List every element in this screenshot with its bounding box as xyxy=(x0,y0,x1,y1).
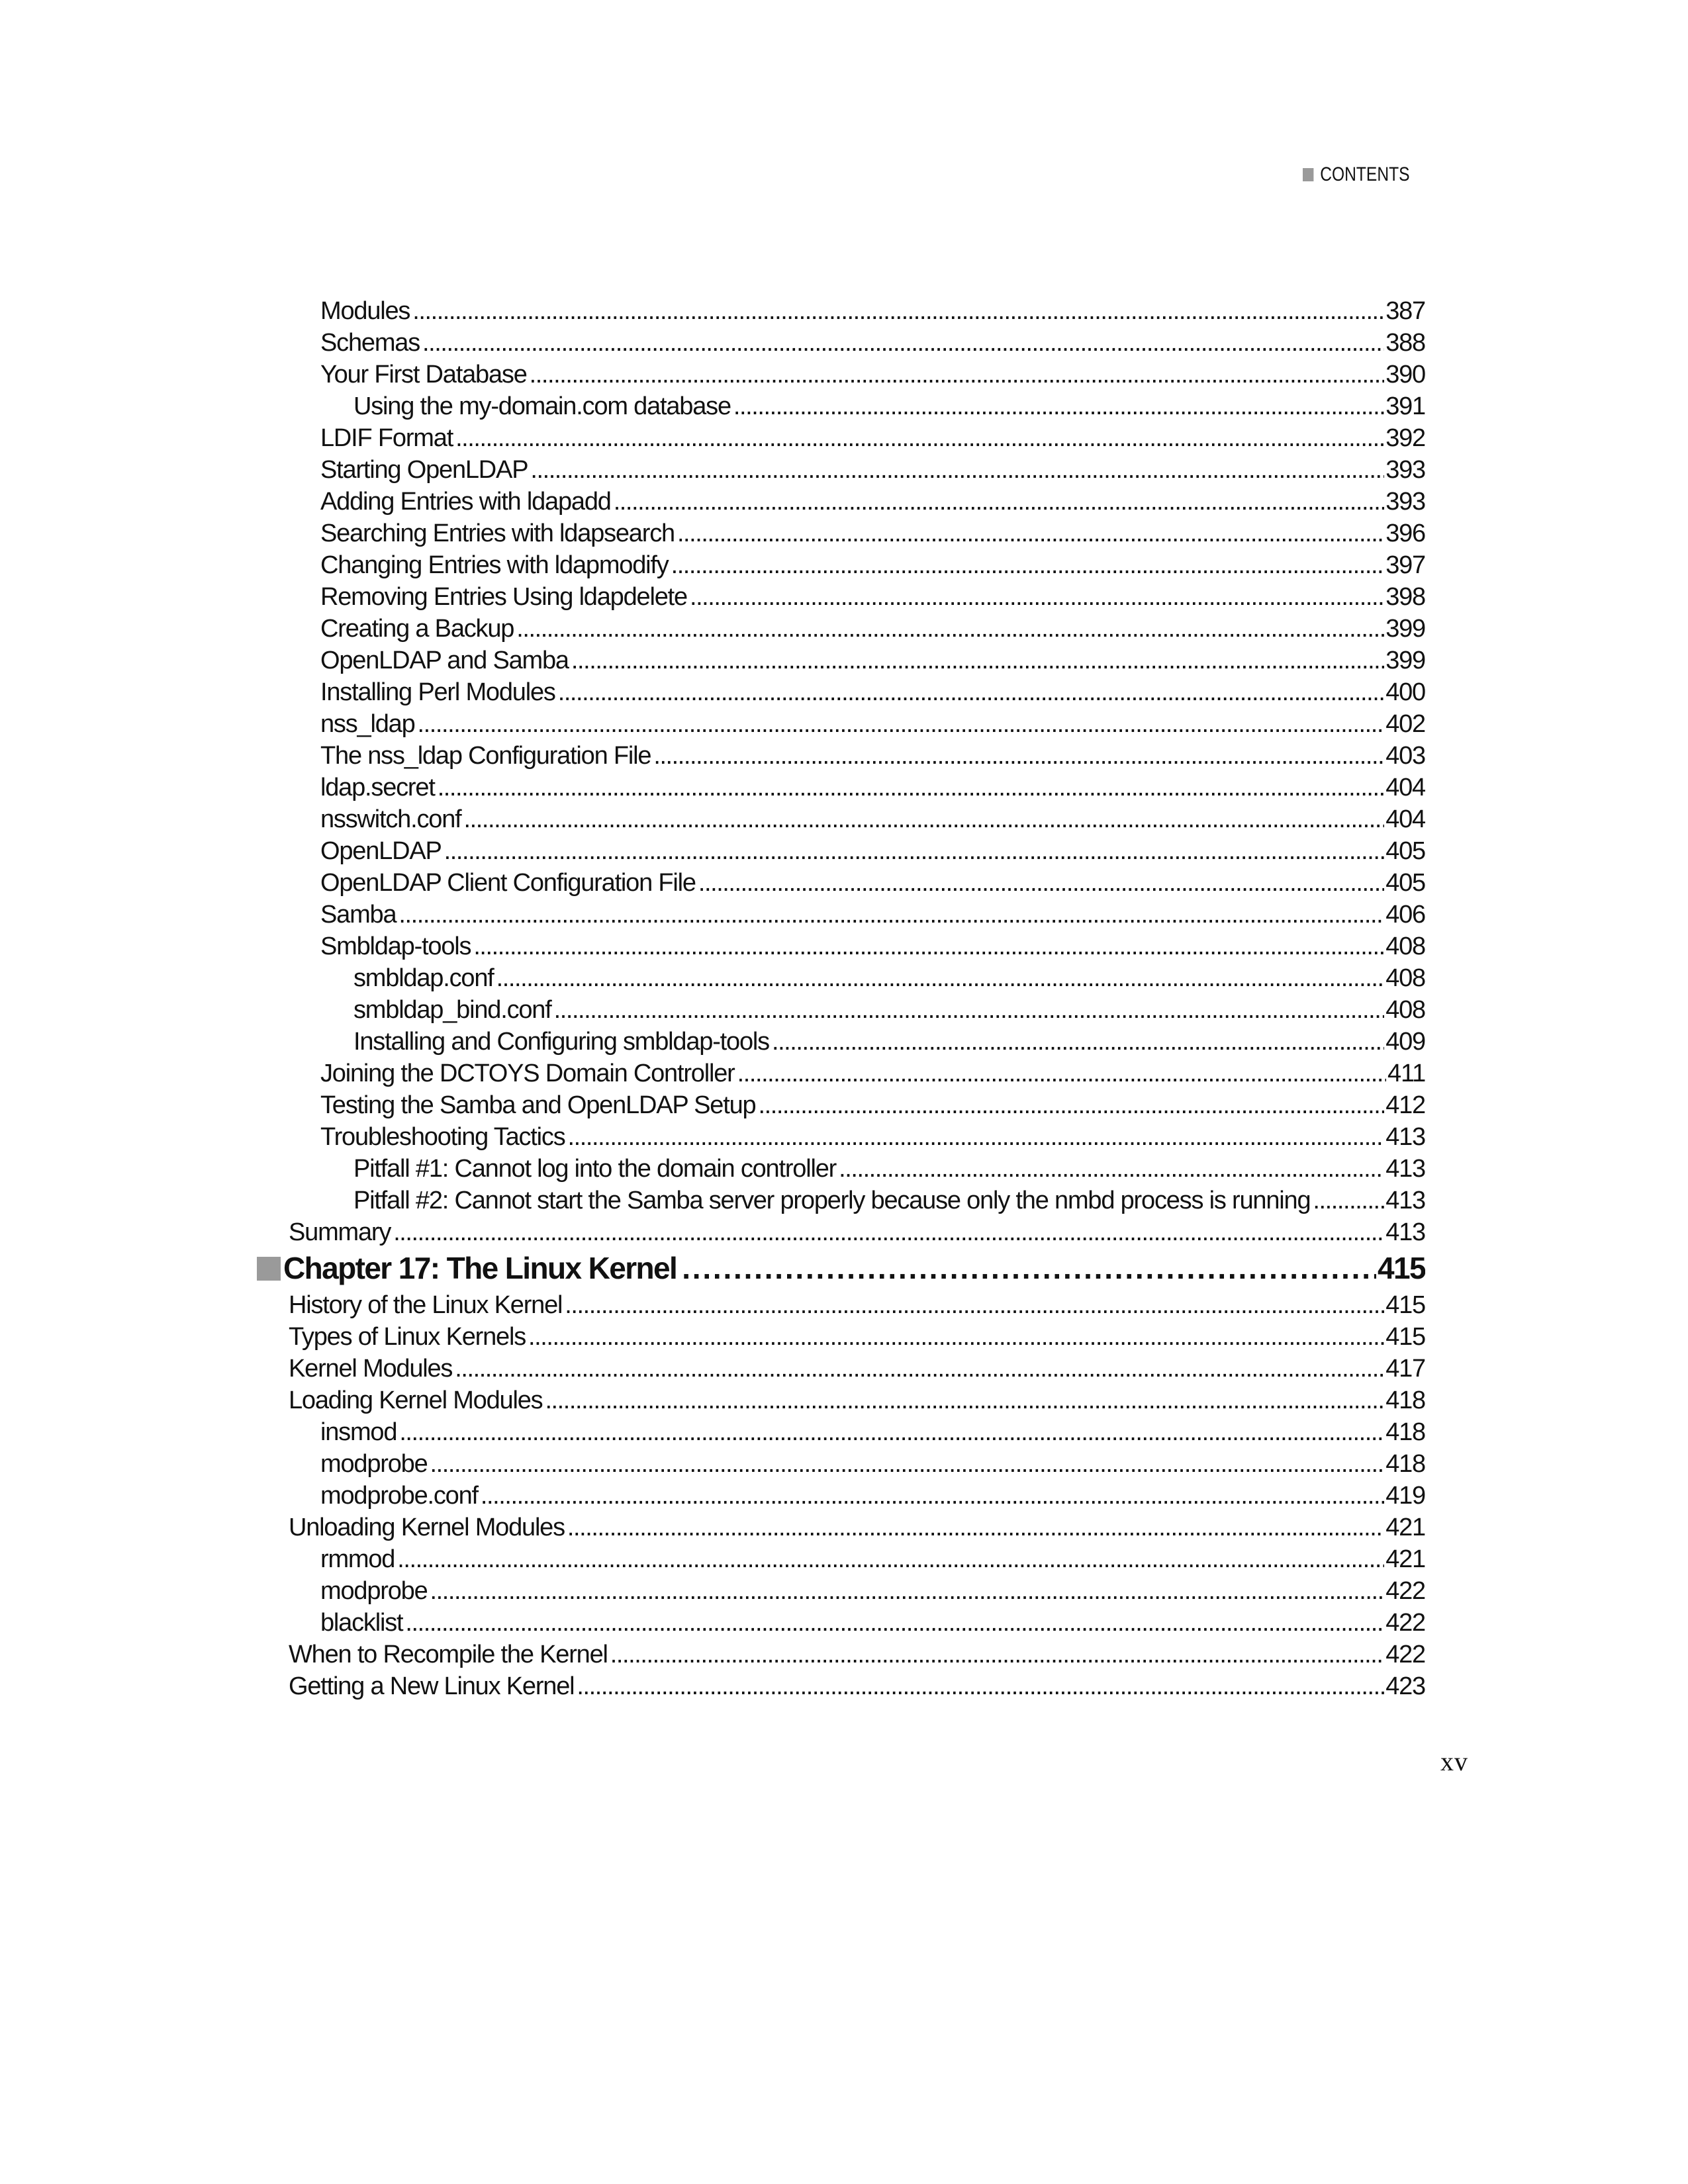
dot-leader xyxy=(737,1058,1386,1089)
toc-entry-page: 391 xyxy=(1385,392,1425,420)
dot-leader xyxy=(577,1670,1384,1702)
dot-leader xyxy=(698,867,1384,899)
toc-entry-title: rmmod xyxy=(320,1545,395,1573)
toc-entry[interactable] xyxy=(320,1543,1425,1575)
dot-leader xyxy=(393,1216,1384,1248)
toc-entry[interactable] xyxy=(353,1185,1425,1216)
toc-entry-title: LDIF Format xyxy=(320,424,453,452)
toc-entry[interactable] xyxy=(320,772,1425,803)
toc-entry-title: smbldap.conf xyxy=(353,964,494,992)
toc-entry-title: Summary xyxy=(289,1218,391,1246)
toc-entry-page: 388 xyxy=(1385,329,1425,357)
toc-entry[interactable] xyxy=(289,1385,1425,1416)
chapter-page: 415 xyxy=(1378,1251,1425,1285)
toc-entry[interactable] xyxy=(289,1670,1425,1702)
toc-entry-title: Creating a Backup xyxy=(320,615,514,643)
dot-leader xyxy=(481,1480,1384,1512)
toc-entry-page: 422 xyxy=(1385,1609,1425,1637)
dot-leader xyxy=(530,454,1384,486)
toc-entry-title: Changing Entries with ldapmodify xyxy=(320,551,669,579)
toc-entry-title: Installing and Configuring smbldap-tools xyxy=(353,1028,769,1056)
toc-entry-page: 413 xyxy=(1385,1123,1425,1151)
dot-leader xyxy=(653,740,1384,772)
toc-entry-title: ldap.secret xyxy=(320,774,435,801)
toc-entry-title: OpenLDAP Client Configuration File xyxy=(320,869,696,897)
toc-entry-title: Types of Linux Kernels xyxy=(289,1323,526,1351)
toc-entry[interactable] xyxy=(353,994,1425,1026)
toc-entry-page: 415 xyxy=(1385,1291,1425,1319)
toc-entry[interactable] xyxy=(320,1480,1425,1512)
toc-entry-title: Modules xyxy=(320,297,410,325)
toc-entry-page: 400 xyxy=(1385,678,1425,706)
toc-entry[interactable] xyxy=(320,899,1425,931)
toc-entry-page: 422 xyxy=(1385,1577,1425,1605)
dot-leader xyxy=(418,708,1385,740)
toc-entry-page: 405 xyxy=(1385,837,1425,865)
toc-entry-title: Getting a New Linux Kernel xyxy=(289,1672,575,1700)
toc-entry-title: insmod xyxy=(320,1418,397,1446)
page-number: xv xyxy=(1440,1747,1468,1776)
toc-entry-title: Removing Entries Using ldapdelete xyxy=(320,583,687,611)
toc-entry-page: 404 xyxy=(1385,774,1425,801)
dot-leader xyxy=(545,1385,1384,1416)
dot-leader xyxy=(610,1639,1384,1670)
toc-entry[interactable] xyxy=(353,1026,1425,1058)
dot-leader xyxy=(614,486,1385,518)
toc-entry-page: 408 xyxy=(1385,933,1425,960)
toc-entry[interactable] xyxy=(289,1216,1425,1248)
toc-entry-page: 390 xyxy=(1385,361,1425,388)
toc-chapter-heading[interactable] xyxy=(257,1250,1425,1287)
toc-entry[interactable] xyxy=(320,867,1425,899)
toc-entry-page: 421 xyxy=(1385,1545,1425,1573)
toc-entry-page: 418 xyxy=(1385,1418,1425,1446)
dot-leader xyxy=(405,1607,1384,1639)
toc-entry[interactable] xyxy=(289,1512,1425,1543)
dot-leader xyxy=(733,390,1384,422)
toc-entry[interactable] xyxy=(320,613,1425,645)
toc-entry[interactable] xyxy=(320,708,1425,740)
toc-entry[interactable] xyxy=(320,359,1425,390)
toc-entry-page: 418 xyxy=(1385,1387,1425,1414)
toc-entry[interactable] xyxy=(320,295,1425,327)
toc-entry-page: 417 xyxy=(1385,1355,1425,1383)
toc-entry-title: Using the my-domain.com database xyxy=(353,392,731,420)
toc-entry[interactable] xyxy=(320,645,1425,676)
toc-entry-page: 413 xyxy=(1385,1155,1425,1183)
toc-entry[interactable] xyxy=(320,931,1425,962)
toc-entry[interactable] xyxy=(353,962,1425,994)
toc-entry-page: 418 xyxy=(1385,1450,1425,1478)
toc-entry-page: 399 xyxy=(1385,615,1425,643)
toc-entry-title: History of the Linux Kernel xyxy=(289,1291,563,1319)
toc-entry-title: Searching Entries with ldapsearch xyxy=(320,520,675,547)
dot-leader xyxy=(430,1575,1385,1607)
dot-leader xyxy=(530,359,1385,390)
square-bullet-icon xyxy=(1303,168,1313,181)
toc-entry-page: 396 xyxy=(1385,520,1425,547)
dot-leader xyxy=(412,295,1384,327)
toc-entry-page: 393 xyxy=(1385,456,1425,484)
toc-entry[interactable] xyxy=(320,1575,1425,1607)
toc-entry[interactable] xyxy=(320,1607,1425,1639)
toc-entry-page: 387 xyxy=(1385,297,1425,325)
toc-entry[interactable] xyxy=(320,740,1425,772)
toc-entry-page: 399 xyxy=(1385,647,1425,674)
toc-entry-page: 411 xyxy=(1387,1060,1425,1087)
dot-leader xyxy=(399,899,1384,931)
toc-entry-page: 413 xyxy=(1385,1218,1425,1246)
toc-entry-title: Testing the Samba and OpenLDAP Setup xyxy=(320,1091,756,1119)
square-bullet-icon xyxy=(257,1257,281,1281)
toc-entry[interactable] xyxy=(320,518,1425,549)
toc-entry-page: 408 xyxy=(1385,964,1425,992)
toc-entry[interactable] xyxy=(320,835,1425,867)
toc-entry-title: The nss_ldap Configuration File xyxy=(320,742,651,770)
toc-entry-page: 405 xyxy=(1385,869,1425,897)
toc-entry-title: Your First Database xyxy=(320,361,527,388)
toc-entry[interactable] xyxy=(320,1058,1425,1089)
toc-entry-title: Joining the DCTOYS Domain Controller xyxy=(320,1060,735,1087)
toc-entry-page: 393 xyxy=(1385,488,1425,516)
dot-leader xyxy=(444,835,1385,867)
toc-entry-title: blacklist xyxy=(320,1609,403,1637)
dot-leader xyxy=(571,645,1384,676)
toc-entry-title: When to Recompile the Kernel xyxy=(289,1641,608,1668)
toc-entry-page: 421 xyxy=(1385,1514,1425,1541)
toc-entry-title: Samba xyxy=(320,901,397,929)
toc-entry-page: 398 xyxy=(1385,583,1425,611)
dot-leader xyxy=(682,1250,1376,1287)
toc-entry[interactable] xyxy=(289,1289,1425,1321)
dot-leader xyxy=(438,772,1385,803)
toc-entry-title: OpenLDAP and Samba xyxy=(320,647,569,674)
toc-entry-title: Unloading Kernel Modules xyxy=(289,1514,565,1541)
toc-entry-title: Pitfall #1: Cannot log into the domain controller xyxy=(353,1155,837,1183)
toc-entry-page: 413 xyxy=(1385,1187,1425,1214)
toc-entry[interactable] xyxy=(320,1416,1425,1448)
dot-leader xyxy=(516,613,1384,645)
toc-entry[interactable] xyxy=(320,549,1425,581)
dot-leader xyxy=(568,1121,1385,1153)
toc-entry[interactable] xyxy=(289,1639,1425,1670)
toc-entry-title: Schemas xyxy=(320,329,420,357)
dot-leader xyxy=(677,518,1384,549)
toc-entry[interactable] xyxy=(289,1321,1425,1353)
toc-entry-page: 402 xyxy=(1385,710,1425,738)
dot-leader xyxy=(772,1026,1384,1058)
toc-entry-page: 404 xyxy=(1385,805,1425,833)
toc-entry-page: 415 xyxy=(1385,1323,1425,1351)
toc-entry-page: 409 xyxy=(1385,1028,1425,1056)
toc-entry[interactable] xyxy=(320,327,1425,359)
toc-entry-title: modprobe xyxy=(320,1450,428,1478)
toc-entry-title: Smbldap-tools xyxy=(320,933,471,960)
toc-entry[interactable] xyxy=(320,1089,1425,1121)
dot-leader xyxy=(464,803,1385,835)
toc-entry-title: Loading Kernel Modules xyxy=(289,1387,543,1414)
dot-leader xyxy=(455,422,1384,454)
toc-entry[interactable] xyxy=(289,1353,1425,1385)
dot-leader xyxy=(430,1448,1385,1480)
toc-entry-page: 406 xyxy=(1385,901,1425,929)
toc-entry-page: 397 xyxy=(1385,551,1425,579)
toc-entry-title: nsswitch.conf xyxy=(320,805,461,833)
toc-entry[interactable] xyxy=(320,1448,1425,1480)
toc-entry-page: 423 xyxy=(1385,1672,1425,1700)
toc-entry[interactable] xyxy=(320,422,1425,454)
toc-entry-title: modprobe.conf xyxy=(320,1482,478,1510)
dot-leader xyxy=(690,581,1384,613)
toc-entry[interactable] xyxy=(320,676,1425,708)
toc-entry[interactable] xyxy=(320,581,1425,613)
dot-leader xyxy=(558,676,1384,708)
dot-leader xyxy=(758,1089,1384,1121)
toc-entry[interactable] xyxy=(320,1121,1425,1153)
toc-entry-title: Starting OpenLDAP xyxy=(320,456,528,484)
toc-entry-page: 412 xyxy=(1385,1091,1425,1119)
toc-entry[interactable] xyxy=(320,454,1425,486)
toc-entry-page: 392 xyxy=(1385,424,1425,452)
toc-entry-page: 422 xyxy=(1385,1641,1425,1668)
toc-entry[interactable] xyxy=(353,390,1425,422)
dot-leader xyxy=(528,1321,1384,1353)
toc-entry-title: Kernel Modules xyxy=(289,1355,453,1383)
dot-leader xyxy=(554,994,1385,1026)
dot-leader xyxy=(422,327,1384,359)
dot-leader xyxy=(455,1353,1384,1385)
toc-entry-title: nss_ldap xyxy=(320,710,415,738)
toc-entry-page: 408 xyxy=(1385,996,1425,1024)
dot-leader xyxy=(565,1289,1384,1321)
toc-entry[interactable] xyxy=(320,486,1425,518)
dot-leader xyxy=(399,1416,1384,1448)
running-head xyxy=(1303,161,1410,188)
running-head-label: CONTENTS xyxy=(1320,163,1410,185)
toc-entry-title: OpenLDAP xyxy=(320,837,442,865)
toc-entry[interactable] xyxy=(353,1153,1425,1185)
toc-entry-title: Pitfall #2: Cannot start the Samba server properly because only the nmbd process is running xyxy=(353,1187,1311,1214)
dot-leader xyxy=(496,962,1385,994)
dot-leader xyxy=(397,1543,1384,1575)
toc-entry-title: Adding Entries with ldapadd xyxy=(320,488,611,516)
toc-entry-page: 419 xyxy=(1385,1482,1425,1510)
toc-entry-title: Troubleshooting Tactics xyxy=(320,1123,565,1151)
dot-leader xyxy=(567,1512,1384,1543)
toc-entry-title: smbldap_bind.conf xyxy=(353,996,551,1024)
toc-entry-title: Installing Perl Modules xyxy=(320,678,555,706)
toc-entry[interactable] xyxy=(320,803,1425,835)
toc-entry-title: modprobe xyxy=(320,1577,428,1605)
dot-leader xyxy=(1313,1185,1384,1216)
dot-leader xyxy=(473,931,1384,962)
toc-entry-page: 403 xyxy=(1385,742,1425,770)
dot-leader xyxy=(671,549,1385,581)
dot-leader xyxy=(839,1153,1384,1185)
chapter-title: Chapter 17: The Linux Kernel xyxy=(283,1251,677,1285)
